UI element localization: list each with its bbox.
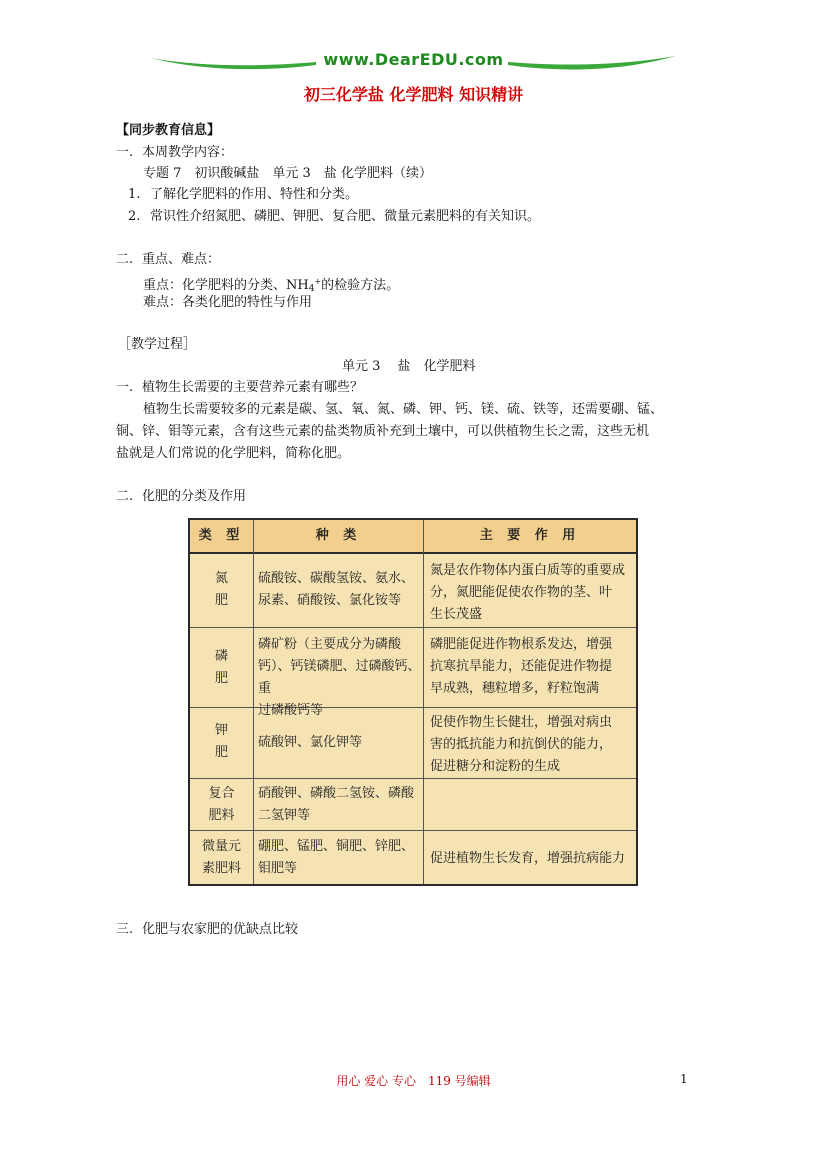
question-3-label: 三.	[116, 922, 134, 937]
effect-cell-line: 磷肥能促进作物根系发达，增强	[430, 637, 613, 652]
kind-cell-line: 硝酸钾、磷酸二氢铵、磷酸	[258, 786, 415, 801]
type-cell-line: 肥	[214, 593, 228, 608]
difficulty-line: 难点：各类化肥的特性与作用	[143, 295, 313, 310]
type-cell-line: 复合	[208, 786, 235, 801]
fertilizer-table	[188, 518, 638, 886]
table-row	[190, 836, 253, 880]
type-cell-line: 肥料	[208, 808, 235, 823]
page-number: 1	[680, 1072, 688, 1086]
question-1-title: 植物生长需要的主要营养元素有哪些？	[142, 380, 364, 395]
kind-cell-line: 过磷酸钙等	[258, 703, 324, 718]
question-2-title: 化肥的分类及作用	[142, 489, 247, 504]
effect-cell-line: 氮是农作物体内蛋白质等的重要成	[430, 563, 626, 578]
sync-info-heading: 【同步教育信息】	[116, 123, 221, 138]
kind-cell-line: 硼肥、锰肥、铜肥、锌肥、	[258, 839, 415, 854]
effect-cell	[430, 712, 638, 778]
section-2-label: 二.	[116, 252, 134, 267]
kind-cell-line: 钙）、钙镁磷肥、过磷酸钙、重	[258, 659, 421, 696]
section-1-line: 专题 7 初识酸碱盐 单元 3 盐 化学肥料（续）	[143, 166, 432, 181]
footer-text: 用心 爱心 专心 119 号编辑	[336, 1074, 491, 1088]
unit-title: 单元 3 盐 化学肥料	[342, 359, 476, 374]
type-cell-line: 肥	[214, 671, 228, 686]
table-header-effect: 主 要 作 用	[479, 528, 581, 543]
question-3-title: 化肥与农家肥的优缺点比较	[142, 922, 299, 937]
table-divider	[190, 778, 636, 779]
kind-cell	[258, 783, 422, 827]
key-point-pre: 重点：化学肥料的分类、NH	[143, 278, 309, 293]
effect-cell-line: 害的抵抗能力和抗倒伏的能力，	[430, 737, 613, 752]
type-cell-line: 钾	[214, 723, 228, 738]
effect-cell	[430, 560, 638, 626]
effect-cell-line: 促进植物生长发育，增强抗病能力	[430, 851, 626, 866]
section-1-title: 本周教学内容：	[142, 145, 234, 160]
paragraph-line: 盐就是人们常说的化学肥料，简称化肥。	[116, 446, 351, 461]
table-row	[190, 783, 253, 827]
paragraph-line: 植物生长需要较多的元素是碳、氢、氧、氮、磷、钾、钙、镁、硫、铁等，还需要硼、锰、	[143, 402, 664, 417]
table-header-type: 类 型	[198, 528, 245, 543]
type-cell-line: 磷	[214, 649, 228, 664]
process-heading: ［教学过程］	[118, 337, 197, 352]
effect-cell-line: 促进糖分和淀粉的生成	[430, 759, 561, 774]
effect-cell-line: 生长茂盛	[430, 607, 483, 622]
effect-cell-line: 抗寒抗旱能力，还能促进作物提	[430, 659, 613, 674]
effect-cell-line: 分，氮肥能促使农作物的茎、叶	[430, 585, 613, 600]
paragraph-line: 铜、锌、钼等元素，含有这些元素的盐类物质补充到土壤中，可以供植物生长之需，这些无机	[116, 424, 650, 439]
kind-cell	[258, 836, 422, 880]
list-item-text: 了解化学肥料的作用、特性和分类。	[150, 187, 359, 202]
effect-cell	[430, 634, 638, 700]
type-cell-line: 素肥料	[201, 861, 241, 876]
table-divider	[190, 830, 636, 831]
kind-cell-line: 二氢钾等	[258, 808, 311, 823]
list-item-number: 2.	[128, 209, 141, 224]
list-item-number: 1.	[128, 187, 141, 202]
site-url[interactable]: www.DearEDU.com	[323, 50, 504, 69]
kind-cell	[258, 568, 422, 612]
question-2-label: 二.	[116, 489, 134, 504]
document-title: 初三化学盐 化学肥料 知识精讲	[303, 85, 524, 104]
kind-cell	[258, 732, 422, 754]
kind-cell	[258, 634, 422, 722]
table-row	[190, 720, 253, 764]
key-point-post: 的检验方法。	[321, 278, 400, 293]
kind-cell-line: 硫酸钾、氯化钾等	[258, 735, 363, 750]
type-cell-line: 肥	[214, 745, 228, 760]
kind-cell-line: 磷矿粉（主要成分为磷酸	[258, 637, 402, 652]
effect-cell-line: 促使作物生长健壮，增强对病虫	[430, 715, 613, 730]
list-item-text: 常识性介绍氮肥、磷肥、钾肥、复合肥、微量元素肥料的有关知识。	[150, 209, 541, 224]
kind-cell-line: 钼肥等	[258, 861, 298, 876]
section-1-label: 一.	[116, 145, 134, 160]
table-row	[190, 646, 253, 690]
section-2-title: 重点、难点：	[142, 252, 221, 267]
type-cell-line: 氮	[214, 571, 228, 586]
table-header-kind: 种 类	[315, 528, 362, 543]
table-row	[190, 568, 253, 612]
effect-cell-line: 早成熟，穗粒增多，籽粒饱满	[430, 681, 600, 696]
kind-cell-line: 尿素、硝酸铵、氯化铵等	[258, 593, 402, 608]
key-point-subscript: 4	[308, 284, 315, 294]
table-divider	[190, 627, 636, 628]
question-1-label: 一.	[116, 380, 134, 395]
type-cell-line: 微量元	[201, 839, 241, 854]
key-point-superscript: +	[314, 277, 322, 286]
effect-cell	[430, 848, 638, 870]
kind-cell-line: 硫酸铵、碳酸氢铵、氨水、	[258, 571, 415, 586]
